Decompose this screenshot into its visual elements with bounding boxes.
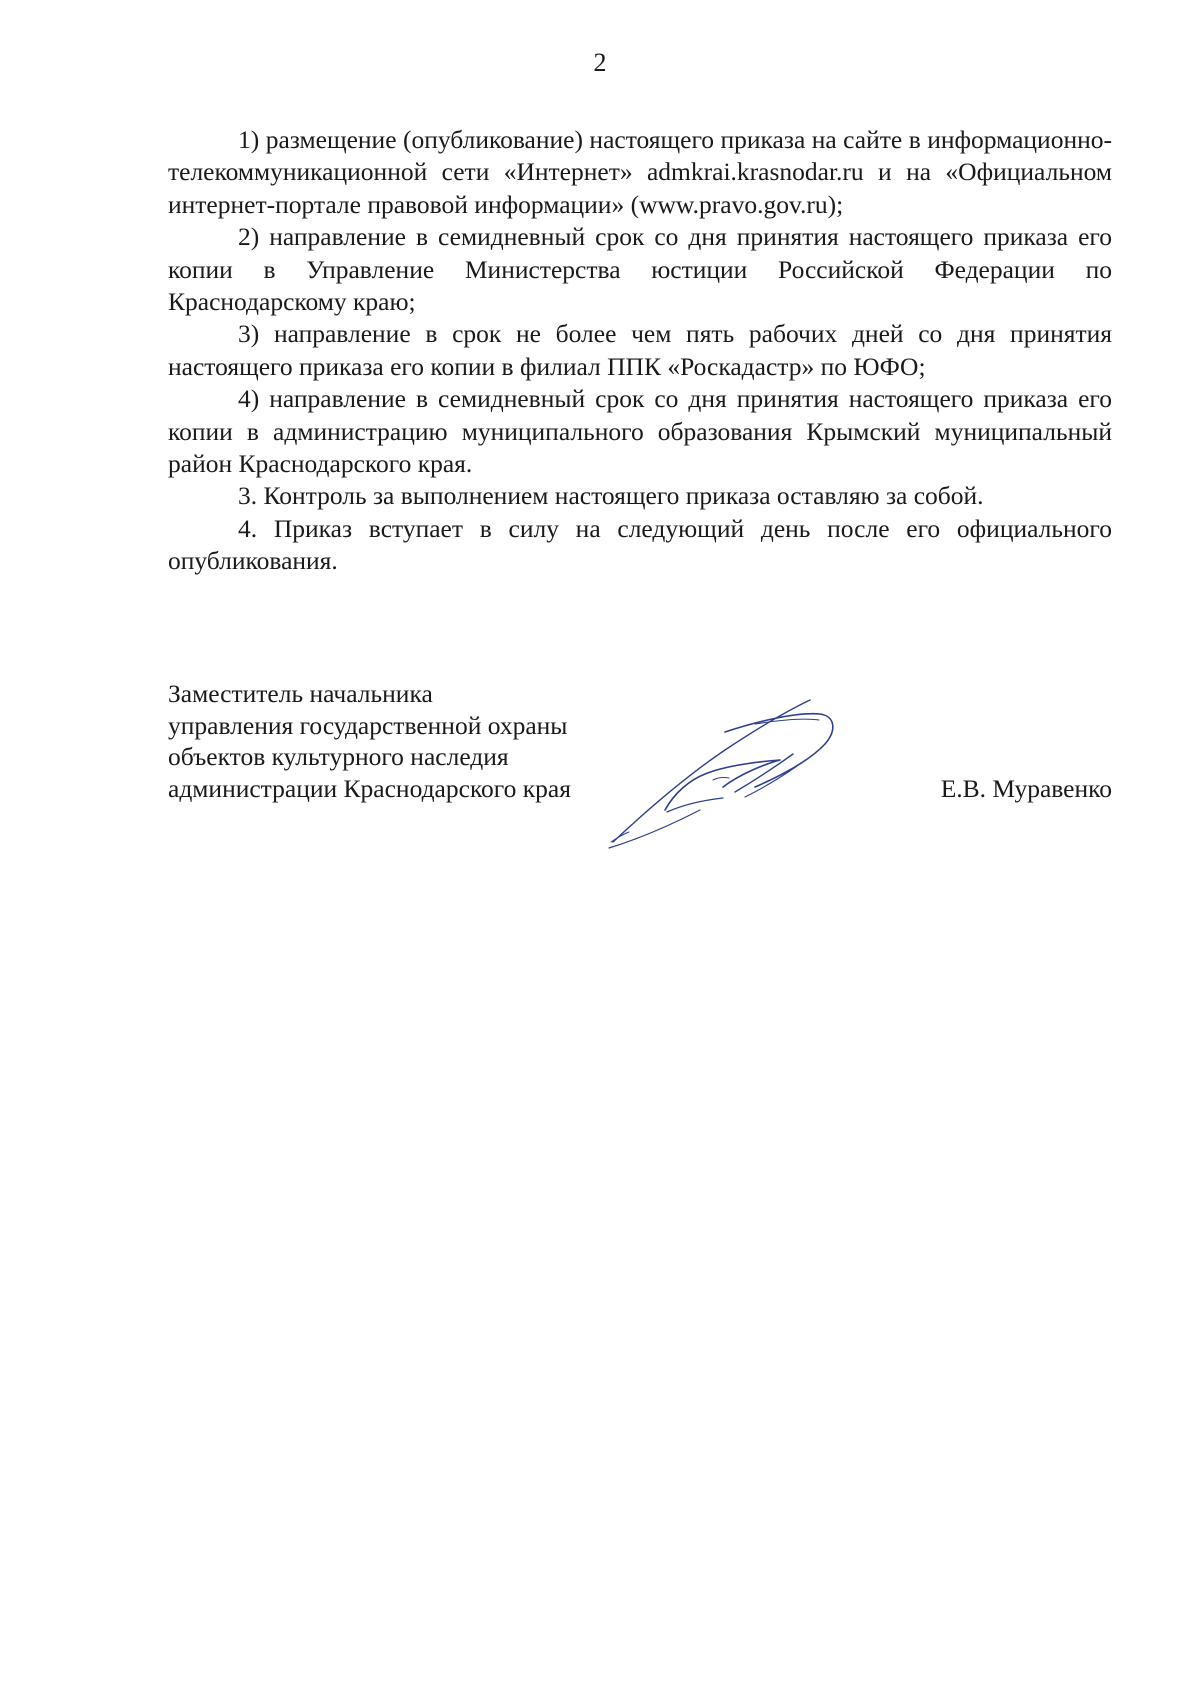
paragraph-roskadastr: 3) направление в срок не более чем пять рабочих дней со дня принятия настоящего приказа его копии в филиал ППК «Роскадастр» по ЮФО;	[168, 319, 1112, 381]
handwritten-signature	[605, 692, 925, 862]
signatory-position-line: объектов культурного наследия	[168, 742, 509, 771]
paragraph-municipal-administration: 4) направление в семидневный срок со дня принятия настоящего приказа его копии в администрацию муниципального образования Крымский муниципальный район Краснодарского края.	[168, 384, 1112, 479]
page-number: 2	[593, 48, 607, 77]
signatory-position-line: управления государственной охраны	[168, 710, 568, 740]
document-body	[168, 124, 1112, 578]
paragraph-ministry-of-justice: 2) направление в семидневный срок со дня принятия настоящего приказа его копии в Управление Министерства юстиции Российской Федерации по Краснодарскому краю;	[168, 222, 1112, 317]
signatory-position-line: администрации Краснодарского края	[168, 773, 571, 803]
paragraph-control: 3. Контроль за выполнением настоящего приказа оставляю за собой.	[238, 481, 984, 511]
signatory-name: Е.В. Муравенко	[940, 773, 1112, 803]
signatory-position	[168, 678, 571, 804]
paragraph-publication: 1) размещение (опубликование) настоящего приказа на сайте в информационно-телекоммуникационной сети «Интернет» admkrai.krasnodar.ru и на «Официальном интернет-портале правовой информации» (www.pravo.gov.ru);	[168, 125, 1112, 219]
signatory-position-line: Заместитель начальника	[168, 679, 433, 708]
paragraph-entry-into-force: 4. Приказ вступает в силу на следующий день после его официального опубликования.	[168, 513, 1112, 576]
